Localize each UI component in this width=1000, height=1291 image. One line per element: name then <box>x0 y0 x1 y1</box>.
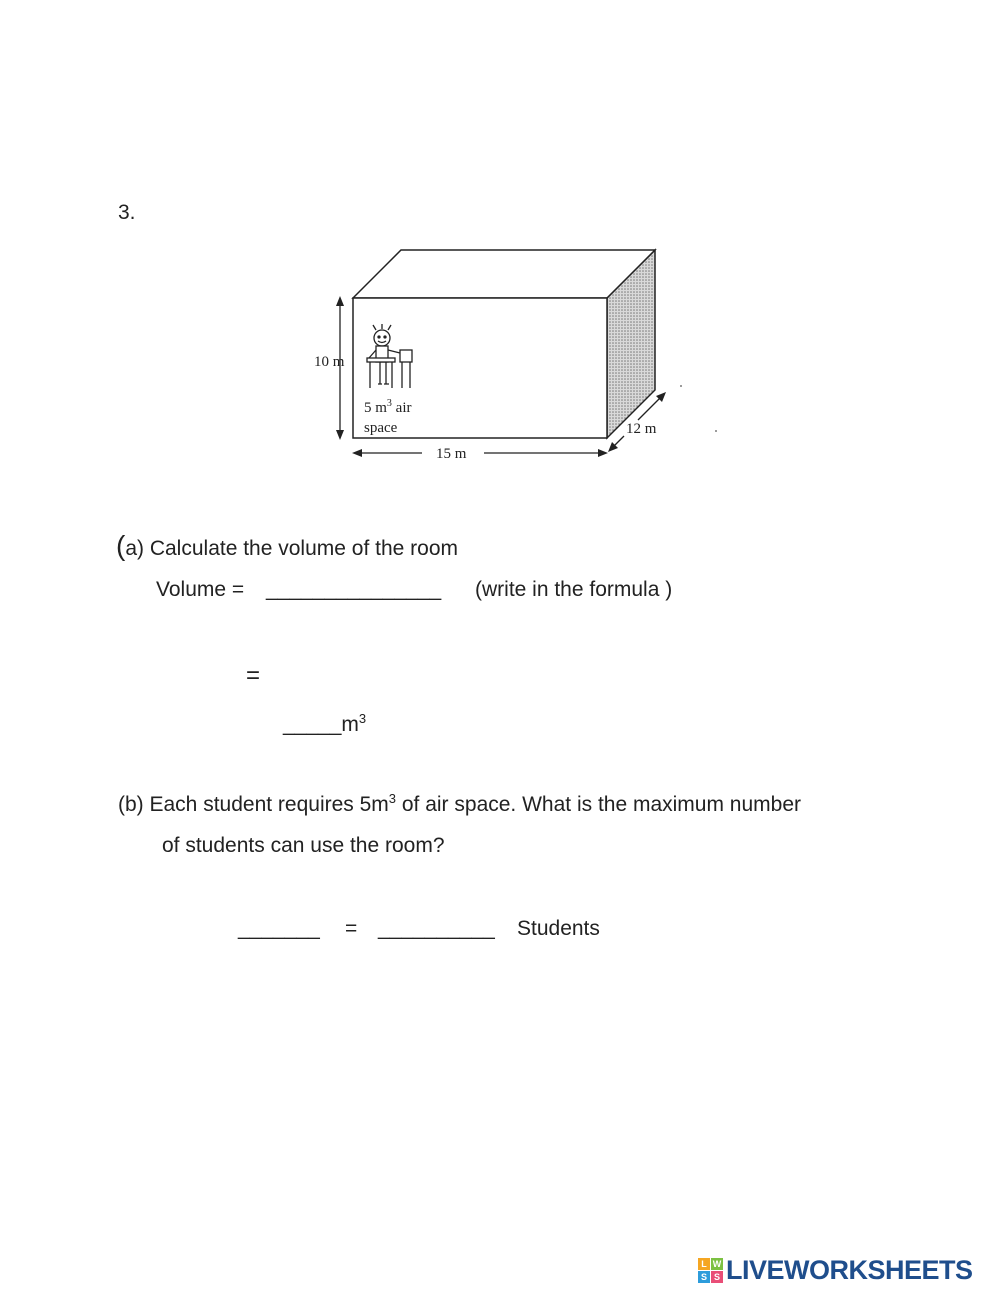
volume-label: Volume = <box>156 578 245 601</box>
volume-answer-blank[interactable]: _____ <box>283 713 342 736</box>
length-label: 15 m <box>436 446 467 462</box>
students-answer-blank[interactable]: __________ <box>378 917 495 940</box>
division-blank[interactable]: _______ <box>238 917 320 940</box>
air-space-label-line2: space <box>364 420 398 436</box>
logo-text: LIVEWORKSHEETS <box>726 1254 973 1285</box>
room-diagram <box>300 240 740 480</box>
height-label: 10 m <box>314 354 345 370</box>
formula-hint: (write in the formula ) <box>475 578 673 601</box>
question-number: 3. <box>118 201 136 224</box>
logo-icon: L W S S <box>698 1258 723 1283</box>
students-label: Students <box>517 917 600 940</box>
box-top-face <box>353 250 655 298</box>
volume-answer: $\_\_\_\_\_m^3$ <box>283 711 367 736</box>
liveworksheets-logo[interactable] <box>698 1253 973 1287</box>
part-b-prompt-line2: of students can use the room? <box>162 834 445 857</box>
equals-sign: = <box>246 662 261 689</box>
width-label: 12 m <box>626 421 657 437</box>
box-front-face <box>353 298 607 438</box>
volume-unit: m <box>341 713 359 736</box>
part-b-prompt: (b) Each student requires $5m^3$ of air space. What is the maximum number <box>118 791 802 816</box>
part-b-equals: = <box>345 917 358 940</box>
part-a-prompt: (a) Calculate the volume of the room <box>116 530 458 561</box>
volume-formula-blank[interactable]: _______________ <box>266 578 442 601</box>
air-space-label: 5 $m^3$ air <box>364 398 412 416</box>
